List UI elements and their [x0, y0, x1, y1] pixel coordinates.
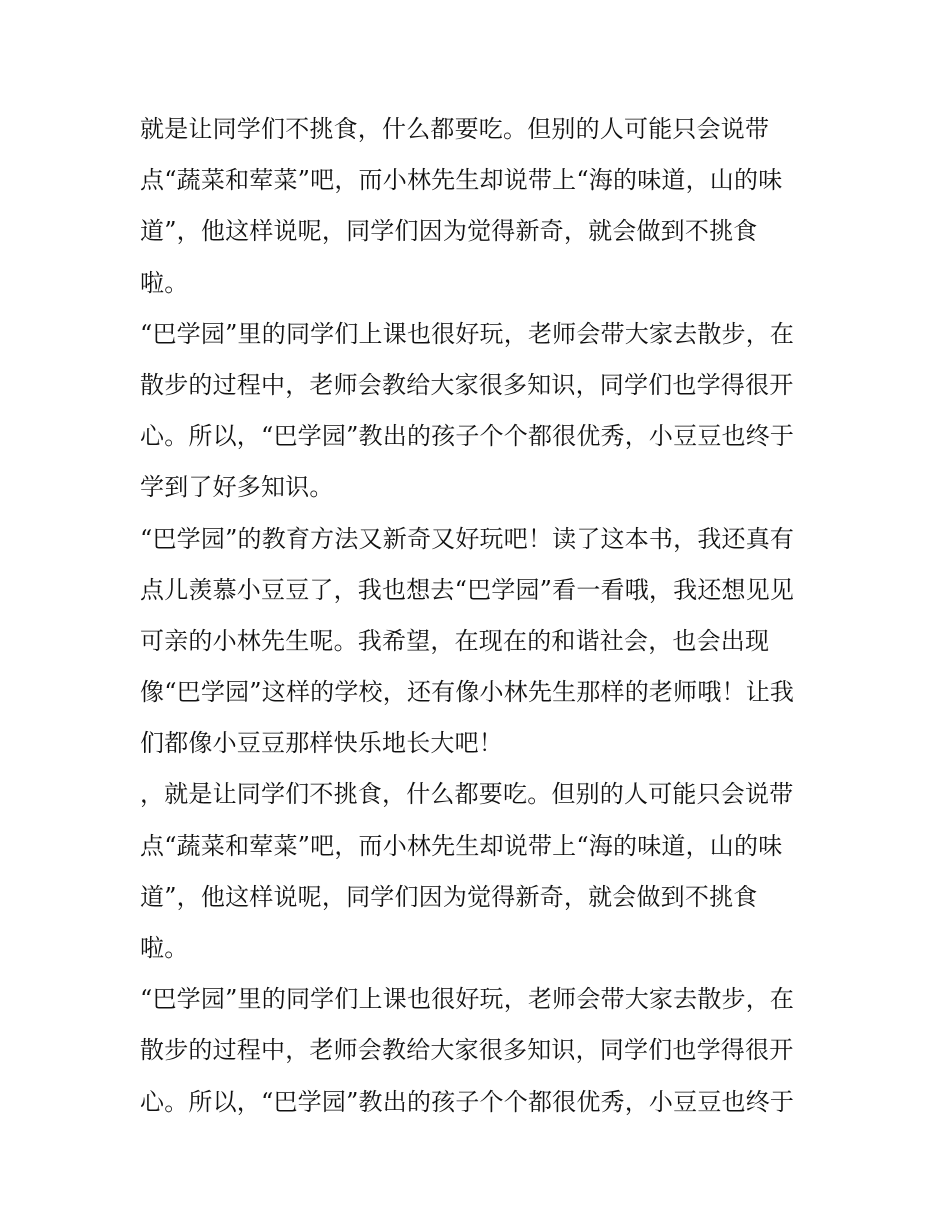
text-line: 点儿羡慕小豆豆了，我也想去“巴学园”看一看哦，我还想见见 — [140, 575, 795, 604]
text-line: 点“蔬菜和荤菜”吧，而小林先生却说带上“海的味道，山的味 — [140, 831, 783, 860]
text-line: 散步的过程中，老师会教给大家很多知识，同学们也学得很开 — [140, 1036, 794, 1065]
text-line: 学到了好多知识。 — [140, 473, 334, 502]
text-line: 道”，他这样说呢，同学们因为觉得新奇，就会做到不挑食 — [140, 882, 758, 911]
text-line: 啦。 — [140, 934, 189, 962]
text-line: 散步的过程中，老师会教给大家很多知识，同学们也学得很开 — [140, 370, 794, 399]
body-text — [140, 104, 840, 1128]
text-line: ，就是让同学们不挑食，什么都要吃。但别的人可能只会说带 — [140, 780, 794, 809]
text-line: “巴学园”里的同学们上课也很好玩，老师会带大家去散步，在 — [140, 985, 795, 1014]
text-line: 点“蔬菜和荤菜”吧，而小林先生却说带上“海的味道，山的味 — [140, 166, 783, 195]
text-line: 可亲的小林先生呢。我希望，在现在的和谐社会，也会出现 — [140, 626, 770, 655]
text-line: 就是让同学们不挑食，什么都要吃。但别的人可能只会说带 — [140, 115, 770, 143]
text-line: “巴学园”里的同学们上课也很好玩，老师会带大家去散步，在 — [140, 319, 795, 348]
text-line: 道”，他这样说呢，同学们因为觉得新奇，就会做到不挑食 — [140, 217, 758, 246]
text-line: 像“巴学园”这样的学校，还有像小林先生那样的老师哦！让我 — [140, 678, 795, 707]
text-line: 们都像小豆豆那样快乐地长大吧！ — [140, 729, 503, 758]
text-line: “巴学园”的教育方法又新奇又好玩吧！读了这本书，我还真有 — [140, 524, 795, 553]
text-line: 心。所以，“巴学园”教出的孩子个个都很优秀，小豆豆也终于 — [140, 1087, 795, 1116]
text-line: 啦。 — [140, 268, 189, 297]
text-line: 心。所以，“巴学园”教出的孩子个个都很优秀，小豆豆也终于 — [140, 422, 795, 451]
